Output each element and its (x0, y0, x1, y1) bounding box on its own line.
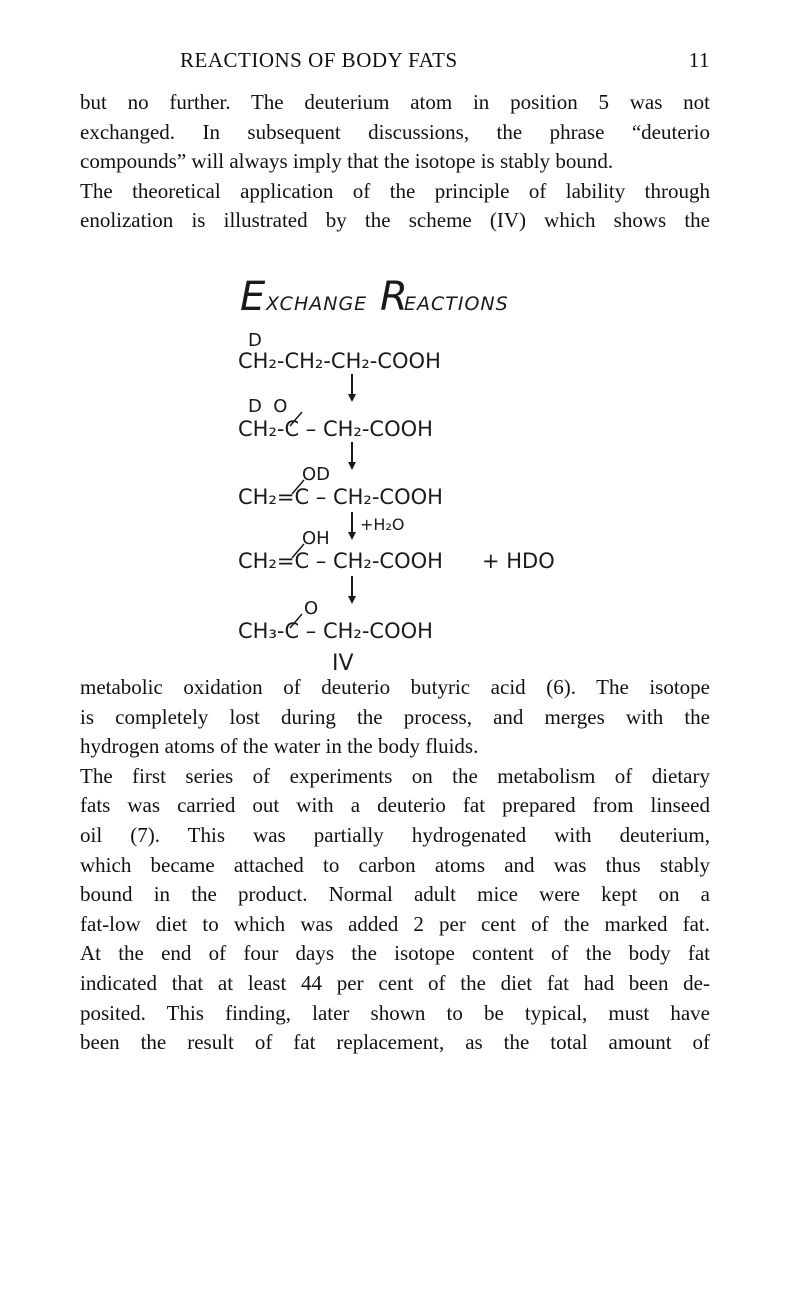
text-line: compounds” will always imply that the isotope is stably bound. (80, 149, 614, 174)
text-line: indicated that at least 44 per cent of the diet fat had been de- (80, 970, 710, 995)
row5-sup: O (304, 598, 319, 619)
text-line: metabolic oxidation of deuterio butyric acid (6). The isotope (80, 675, 710, 699)
text-line: bound in the product. Normal adult mice were kept on a (80, 882, 710, 907)
row4-formula: CH₂=C – CH₂-COOH (238, 549, 443, 573)
arrow-4 (348, 576, 356, 604)
row2-sup: D O (248, 396, 288, 417)
row1-formula: CH₂-CH₂-CH₂-COOH (238, 349, 441, 373)
scheme-label: IV (332, 651, 354, 676)
text-line: oil (7). This was partially hydrogenated with deuterium, (80, 822, 710, 847)
row3-sup: OD (302, 464, 331, 485)
row3-formula: CH₂=C – CH₂-COOH (238, 485, 443, 509)
text-line: posited. This finding, later shown to be typical, must have (80, 1000, 710, 1025)
text-line: is completely lost during the process, and merges with the (80, 704, 710, 729)
text-line: which became attached to carbon atoms and was thus stably (80, 852, 710, 877)
row1-sup: D (248, 330, 262, 351)
text-line: enolization is illustrated by the scheme (IV) which shows the (80, 208, 710, 233)
row2-formula: CH₂-C – CH₂-COOH (238, 417, 433, 441)
text-line: fat-low diet to which was added 2 per cent of the marked fat. (80, 911, 710, 936)
text-line: fats was carried out with a deuterio fat prepared from linseed (80, 793, 710, 818)
text-line: At the end of four days the isotope content of the body fat (80, 941, 710, 966)
scheme-title-xchange: XCHANGE (266, 293, 368, 315)
text-line: The theoretical application of the principle of lability through (80, 178, 710, 203)
text-line: been the result of fat replacement, as the total amount of (80, 1030, 710, 1055)
text-line: The first series of experiments on the metabolism of dietary (80, 763, 710, 788)
running-title: REACTIONS OF BODY FATS (180, 48, 458, 72)
paragraph-1 (80, 88, 710, 236)
scheme-title-E: E (240, 274, 266, 320)
row4-sup: OH (302, 528, 330, 549)
scheme-title-R: R (380, 274, 408, 320)
page-number: 11 (688, 48, 710, 72)
text-line: but no further. The deuterium atom in position 5 was not (80, 90, 710, 114)
text-line: exchanged. In subsequent discussions, the phrase “deuterio (80, 119, 710, 144)
arrow-1 (348, 374, 356, 402)
scheme-title-eactions: EACTIONS (404, 293, 509, 315)
exchange-reactions-scheme (220, 260, 600, 680)
arrow-3 (348, 512, 356, 540)
text-line: hydrogen atoms of the water in the body fluids. (80, 734, 479, 759)
paragraph-2 (80, 673, 710, 1058)
row5-formula: CH₃-C – CH₂-COOH (238, 619, 433, 643)
reagent-water: +H₂O (360, 515, 405, 534)
arrow-2 (348, 442, 356, 470)
row4-extra: + HDO (482, 549, 555, 573)
